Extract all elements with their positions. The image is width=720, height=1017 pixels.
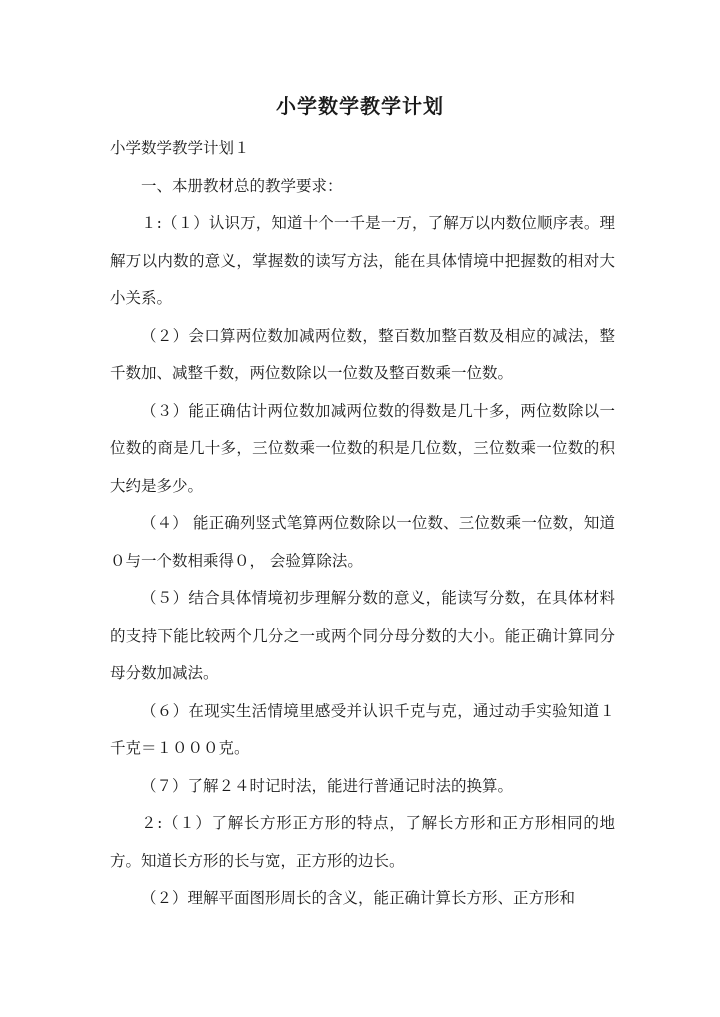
- paragraph: ２:（１）了解长方形正方形的特点，了解长方形和正方形相同的地方。知道长方形的长与宽，正方形的边长。: [110, 814, 615, 870]
- document-subtitle: 小学数学教学计划１: [110, 139, 250, 157]
- paragraph: （２）会口算两位数加减两位数，整百数加整百数及相应的减法，整千数加、减整千数，两位数除以一位数及整百数乘一位数。: [110, 326, 615, 382]
- paragraph: （３）能正确估计两位数加减两位数的得数是几十多，两位数除以一位数的商是几十多，三位数乘一位数的积是几位数，三位数乘一位数的积大约是多少。: [110, 401, 615, 495]
- paragraph: 一、本册教材总的教学要求：: [141, 176, 343, 195]
- paragraph: （６）在现实生活情境里感受并认识千克与克，通过动手实验知道１千克＝１０００克。: [110, 701, 615, 757]
- paragraph: １:（１）认识万，知道十个一千是一万，了解万以内数位顺序表。理解万以内数的意义，掌握数的读写方法，能在具体情境中把握数的相对大小关系。: [110, 214, 615, 307]
- paragraph: （７）了解２４时记时法，能进行普通记时法的换算。: [141, 776, 514, 795]
- document-title: 小学数学教学计划: [276, 94, 444, 118]
- paragraph: （５）结合具体情境初步理解分数的意义，能读写分数，在具体材料的支持下能比较两个几分之一或两个同分母分数的大小。能正确计算同分母分数加减法。: [110, 589, 615, 682]
- paragraph: （２）理解平面图形周长的含义，能正确计算长方形、正方形和: [141, 889, 576, 907]
- paragraph: （４） 能正确列竖式笔算两位数除以一位数、三位数乘一位数，知道０与一个数相乘得０， 会验算除法。: [110, 514, 615, 570]
- document-body: [110, 130, 615, 918]
